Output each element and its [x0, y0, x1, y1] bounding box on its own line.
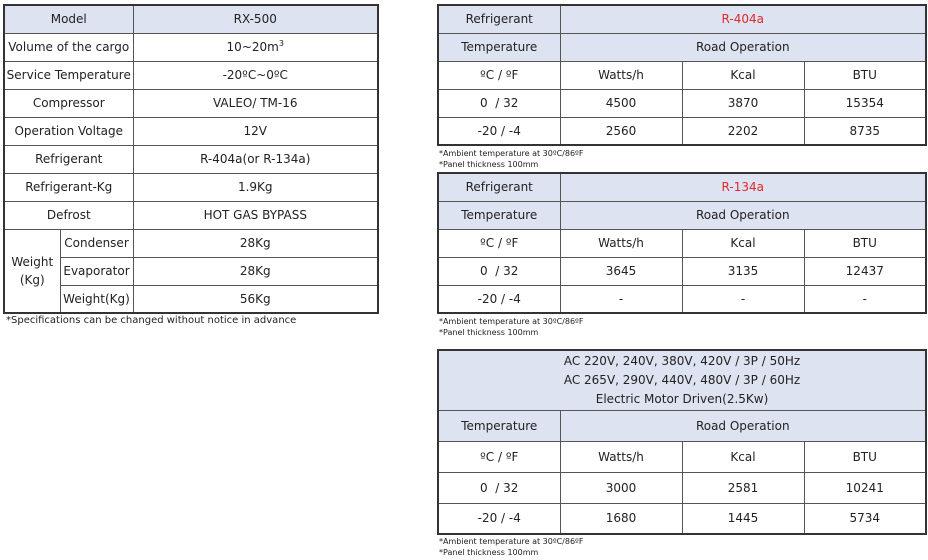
model-value: RX-500	[133, 5, 378, 33]
road-operation-label: Road Operation	[560, 410, 926, 441]
cell: 10241	[804, 472, 926, 503]
spec-value: R-404a(or R-134a)	[133, 145, 378, 173]
cell: 3000	[560, 472, 682, 503]
cell: 0 / 32	[438, 257, 560, 285]
cell: 2560	[560, 117, 682, 145]
unit-header: ºC / ºF	[438, 441, 560, 472]
unit-header: Kcal	[682, 229, 804, 257]
cell: -20 / -4	[438, 503, 560, 534]
capacity-table-electric	[437, 349, 927, 535]
road-operation-label: Road Operation	[560, 33, 926, 61]
unit-header: BTU	[804, 61, 926, 89]
weight-group-label: Weight (Kg)	[4, 229, 60, 313]
model-label: Model	[4, 5, 133, 33]
ambient-note: *Ambient temperature at 30ºC/86ºF	[439, 537, 584, 546]
refrigerant-value: R-134a	[560, 173, 926, 201]
capacity-table-r134a	[437, 172, 927, 314]
power-spec-header: AC 220V, 240V, 380V, 420V / 3P / 50Hz AC 265V, 290V, 440V, 480V / 3P / 60Hz Electric Motor Driven(2.5Kw)	[438, 350, 926, 410]
unit-header: ºC / ºF	[438, 61, 560, 89]
refrigerant-label: Refrigerant	[438, 173, 560, 201]
unit-header: Kcal	[682, 441, 804, 472]
unit-header: Watts/h	[560, 441, 682, 472]
ambient-note: *Ambient temperature at 30ºC/86ºF	[439, 149, 584, 158]
spec-value: 12V	[133, 117, 378, 145]
temperature-label: Temperature	[438, 201, 560, 229]
weight-value: 56Kg	[133, 285, 378, 313]
spec-footnote: *Specifications can be changed without notice in advance	[6, 315, 297, 326]
weight-value: 28Kg	[133, 229, 378, 257]
refrigerant-value: R-404a	[560, 5, 926, 33]
weight-label: Evaporator	[60, 257, 133, 285]
spec-label: Volume of the cargo	[4, 33, 133, 61]
ambient-note: *Ambient temperature at 30ºC/86ºF	[439, 317, 584, 326]
cell: -	[682, 285, 804, 313]
panel-note: *Panel thickness 100mm	[439, 548, 539, 557]
cell: 1680	[560, 503, 682, 534]
temperature-label: Temperature	[438, 410, 560, 441]
cell: 2202	[682, 117, 804, 145]
cell: 3645	[560, 257, 682, 285]
temperature-label: Temperature	[438, 33, 560, 61]
spec-value: -20ºC~0ºC	[133, 61, 378, 89]
spec-label: Defrost	[4, 201, 133, 229]
cell: -20 / -4	[438, 285, 560, 313]
spec-label: Service Temperature	[4, 61, 133, 89]
spec-table	[3, 4, 379, 314]
cell: -	[804, 285, 926, 313]
cell: 8735	[804, 117, 926, 145]
unit-header: Watts/h	[560, 229, 682, 257]
table-row	[438, 89, 926, 117]
unit-header: ºC / ºF	[438, 229, 560, 257]
panel-note: *Panel thickness 100mm	[439, 160, 539, 169]
weight-label: Condenser	[60, 229, 133, 257]
cell: 4500	[560, 89, 682, 117]
cell: -20 / -4	[438, 117, 560, 145]
table-row	[438, 503, 926, 534]
cell: 1445	[682, 503, 804, 534]
cell: 15354	[804, 89, 926, 117]
cell: 5734	[804, 503, 926, 534]
unit-header: Kcal	[682, 61, 804, 89]
spec-label: Compressor	[4, 89, 133, 117]
cell: 2581	[682, 472, 804, 503]
unit-header: BTU	[804, 229, 926, 257]
spec-value: 1.9Kg	[133, 173, 378, 201]
road-operation-label: Road Operation	[560, 201, 926, 229]
weight-label: Weight(Kg)	[60, 285, 133, 313]
table-row	[438, 257, 926, 285]
cell: -	[560, 285, 682, 313]
spec-label: Refrigerant-Kg	[4, 173, 133, 201]
cell: 0 / 32	[438, 89, 560, 117]
table-row	[438, 472, 926, 503]
cell: 0 / 32	[438, 472, 560, 503]
spec-value: HOT GAS BYPASS	[133, 201, 378, 229]
table-row	[438, 285, 926, 313]
spec-label: Operation Voltage	[4, 117, 133, 145]
capacity-table-r404a	[437, 4, 927, 146]
spec-value: VALEO/ TM-16	[133, 89, 378, 117]
table-row	[438, 117, 926, 145]
cell: 12437	[804, 257, 926, 285]
unit-header: Watts/h	[560, 61, 682, 89]
spec-label: Refrigerant	[4, 145, 133, 173]
refrigerant-label: Refrigerant	[438, 5, 560, 33]
cell: 3870	[682, 89, 804, 117]
spec-value: $10\sim 20m^3$	[133, 33, 378, 61]
panel-note: *Panel thickness 100mm	[439, 328, 539, 337]
unit-header: BTU	[804, 441, 926, 472]
weight-value: 28Kg	[133, 257, 378, 285]
cell: 3135	[682, 257, 804, 285]
